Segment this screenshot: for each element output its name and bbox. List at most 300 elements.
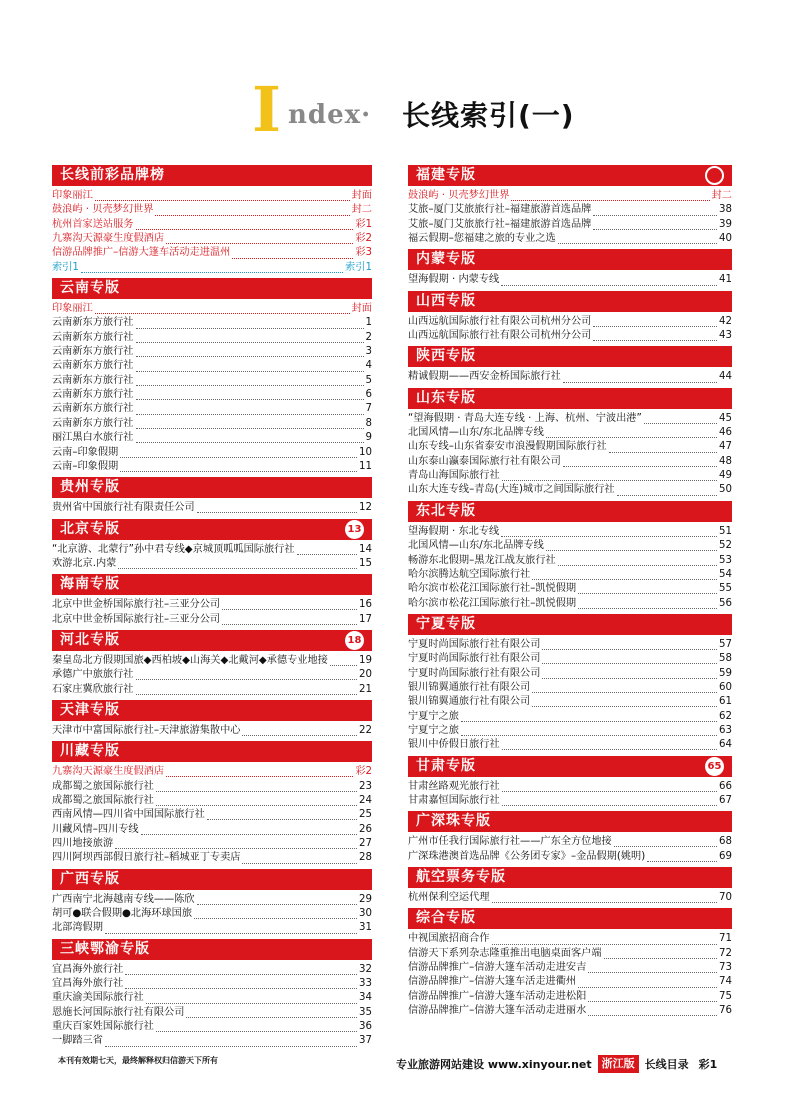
dot-leader — [593, 317, 717, 327]
dot-leader — [542, 669, 717, 679]
dot-leader — [563, 373, 717, 383]
section-header — [52, 741, 372, 762]
entry-page: 40 — [719, 233, 732, 245]
entry-page: 53 — [719, 554, 732, 566]
entry-title: 宁夏时尚国际旅行社有限公司 — [408, 667, 541, 679]
entry-page: 封面 — [351, 190, 372, 201]
section-title: 广深珠专版 — [416, 813, 491, 830]
entry-page: 4 — [365, 360, 372, 372]
entry-page: 彩1 — [355, 218, 372, 230]
dot-leader — [125, 965, 357, 975]
index-entry[interactable] — [52, 302, 372, 316]
index-entry[interactable] — [52, 316, 372, 330]
dot-leader — [105, 924, 357, 934]
section-header — [408, 811, 732, 832]
dot-leader — [136, 362, 364, 372]
dot-leader — [502, 471, 717, 481]
entry-page: 索引1 — [345, 261, 372, 273]
dot-leader — [542, 640, 717, 650]
entry-title: 福云假期–您福建之旅的专业之选 — [408, 233, 556, 245]
dot-leader — [330, 656, 357, 666]
section-title: 宁夏专版 — [416, 615, 476, 632]
index-entry[interactable] — [52, 501, 372, 515]
dot-leader — [242, 726, 357, 736]
title-latin: ndex· — [288, 100, 372, 130]
entry-page: 11 — [359, 460, 372, 472]
entry-page: 46 — [719, 427, 732, 439]
section-header — [52, 574, 372, 595]
entry-title: 云南–印象假期 — [52, 460, 119, 472]
entry-title: 信游品牌推广–信游大篷车活动走进松阳 — [408, 990, 587, 1002]
dot-leader — [492, 935, 718, 945]
entry-title: 哈尔滨市松花江国际旅行社–凯悦假期 — [408, 583, 577, 595]
entry-page: 51 — [719, 525, 732, 537]
entry-title: 九寨沟天源豪生度假酒店 — [52, 233, 165, 245]
index-entry[interactable] — [408, 932, 732, 946]
index-entry[interactable] — [408, 232, 732, 246]
entry-title: 宁夏宁之旅 — [408, 710, 459, 722]
index-entry[interactable] — [408, 975, 732, 989]
entry-title: 山东专线–山东省泰安市浪漫假期国际旅行社 — [408, 441, 607, 453]
index-entry[interactable] — [52, 613, 372, 627]
entry-page: 29 — [359, 893, 372, 905]
index-entry[interactable] — [52, 765, 372, 779]
entry-page: 54 — [719, 568, 732, 580]
page-number: 彩1 — [698, 1058, 718, 1071]
index-entry[interactable] — [52, 388, 372, 402]
section-title: 海南专版 — [60, 576, 120, 593]
index-entry[interactable] — [408, 189, 732, 203]
index-entry[interactable] — [52, 1034, 372, 1048]
index-entry[interactable] — [408, 738, 732, 752]
index-entry[interactable] — [408, 554, 732, 568]
index-title — [252, 73, 652, 146]
dot-leader — [136, 347, 364, 357]
index-entry[interactable] — [408, 947, 732, 961]
entry-page: 64 — [719, 739, 732, 751]
entry-title: 宁夏宁之旅 — [408, 724, 459, 736]
section-page-badge: 65 — [705, 757, 724, 776]
entry-page: 12 — [359, 502, 372, 514]
dot-leader — [136, 220, 354, 230]
index-entry[interactable] — [408, 891, 732, 905]
left-column — [52, 162, 372, 1049]
entry-title: 信游品牌推广–信游大篷车活动走进丽水 — [408, 1005, 587, 1017]
index-entry[interactable] — [408, 469, 732, 483]
index-entry[interactable] — [52, 977, 372, 991]
entry-page: 61 — [719, 696, 732, 708]
entry-title: “望海假期 · 青岛大连专线 · 上海、杭州、宁波出港” — [408, 412, 642, 424]
entry-title: 银川中侨假日旅行社 — [408, 739, 500, 751]
entry-title: 北国风情—山东/东北品牌专线 — [408, 540, 544, 552]
index-entry[interactable] — [52, 598, 372, 612]
entry-page: 59 — [719, 667, 732, 679]
index-entry[interactable] — [52, 246, 372, 260]
index-entry[interactable] — [408, 568, 732, 582]
entry-title: 成都蜀之旅国际旅行社 — [52, 780, 154, 792]
section-title: 天津专版 — [60, 701, 120, 718]
entry-title: 山东大连专线–青岛(大连)城市之间国际旅行社 — [408, 484, 615, 496]
index-entry[interactable] — [52, 963, 372, 977]
section-title: 综合专版 — [416, 910, 476, 927]
entry-page: 3 — [365, 346, 372, 358]
index-entry[interactable] — [52, 331, 372, 345]
dot-leader — [136, 433, 364, 443]
dot-leader — [156, 1022, 357, 1032]
section-header — [408, 501, 732, 522]
entry-title: 杭州首家送站服务 — [52, 218, 134, 230]
section-header — [52, 700, 372, 721]
entry-title: 鼓浪屿 · 贝壳梦幻世界 — [408, 190, 510, 201]
entry-page: 73 — [719, 962, 732, 974]
dot-leader — [492, 893, 718, 903]
index-entry[interactable] — [52, 543, 372, 557]
index-entry[interactable] — [52, 402, 372, 416]
entry-page: 封二 — [351, 204, 372, 216]
entry-page: 2 — [365, 331, 372, 343]
entry-page: 45 — [719, 412, 732, 424]
entry-title: 天津市中富国际旅行社–天津旅游集散中心 — [52, 724, 241, 736]
entry-page: 彩2 — [355, 766, 372, 778]
entry-page: 72 — [719, 947, 732, 959]
entry-page: 48 — [719, 455, 732, 467]
section-title: 贵州专版 — [60, 479, 120, 496]
entry-page: 21 — [359, 683, 372, 695]
entry-page: 17 — [359, 613, 372, 625]
section-title: 北京专版 — [60, 520, 120, 537]
index-entry[interactable] — [52, 668, 372, 682]
entry-page: 15 — [359, 557, 372, 569]
entry-page: 1 — [365, 317, 372, 329]
entry-page: 34 — [359, 992, 372, 1004]
index-entry[interactable] — [52, 359, 372, 373]
section-header — [52, 165, 372, 186]
dot-leader — [156, 782, 357, 792]
dot-leader — [81, 263, 343, 273]
section-title: 东北专版 — [416, 502, 476, 519]
index-entry[interactable] — [52, 557, 372, 571]
index-entry[interactable] — [52, 921, 372, 935]
index-entry[interactable] — [408, 667, 732, 681]
index-entry[interactable] — [52, 374, 372, 388]
entry-title: 山西远航国际旅行社有限公司杭州分公司 — [408, 330, 592, 342]
index-entry[interactable] — [408, 990, 732, 1004]
dot-leader — [609, 443, 717, 453]
dot-leader — [136, 685, 358, 695]
entry-page: 66 — [719, 780, 732, 792]
index-entry[interactable] — [52, 683, 372, 697]
index-entry[interactable] — [52, 189, 372, 203]
index-entry[interactable] — [408, 681, 732, 695]
entry-title: 银川锦翼通旅行社有限公司 — [408, 681, 531, 693]
index-entry[interactable] — [408, 412, 732, 426]
entry-page: 33 — [359, 978, 372, 990]
dot-leader — [136, 376, 364, 386]
dot-leader — [542, 654, 717, 664]
entry-title: 信游品牌推广–信游大篷车活走进衢州 — [408, 976, 577, 988]
section-header — [408, 388, 732, 409]
index-entry[interactable] — [52, 345, 372, 359]
entry-page: 22 — [359, 724, 372, 736]
validity-note: 本刊有效期七天，最终解释权归信游天下所有 — [58, 1056, 218, 1065]
dot-leader — [207, 810, 357, 820]
entry-title: 山西远航国际旅行社有限公司杭州分公司 — [408, 315, 592, 327]
entry-title: 四川阿坝西部假日旅行社–稻城亚丁专卖店 — [52, 852, 241, 864]
section-page-badge: 13 — [345, 520, 364, 539]
section-header — [408, 908, 732, 929]
dot-leader — [136, 319, 364, 329]
entry-page: 71 — [719, 933, 732, 945]
entry-page: 47 — [719, 441, 732, 453]
index-entry[interactable] — [408, 695, 732, 709]
entry-page: 41 — [719, 274, 732, 286]
dot-leader — [136, 405, 364, 415]
entry-page: 63 — [719, 724, 732, 736]
index-entry[interactable] — [52, 232, 372, 246]
index-entry[interactable] — [408, 426, 732, 440]
index-entry[interactable] — [52, 460, 372, 474]
section-header — [52, 869, 372, 890]
index-entry[interactable] — [52, 1006, 372, 1020]
dot-leader — [156, 796, 357, 806]
index-entry[interactable] — [408, 710, 732, 724]
entry-title: 承德广中旅旅行社 — [52, 669, 134, 681]
index-entry[interactable] — [52, 893, 372, 907]
section-title: 福建专版 — [416, 167, 476, 183]
index-entry[interactable] — [408, 597, 732, 611]
entry-title: 信游品牌推广–信游大篷车活动走进温州 — [52, 247, 231, 259]
index-entry[interactable] — [408, 273, 732, 287]
entry-title: 哈尔滨腾达航空国际旅行社 — [408, 568, 531, 580]
dot-leader — [588, 992, 717, 1002]
dot-leader — [461, 726, 717, 736]
dot-leader — [95, 304, 350, 314]
entry-page: 19 — [359, 654, 372, 666]
index-entry[interactable] — [408, 835, 732, 849]
index-entry[interactable] — [408, 724, 732, 738]
entry-title: 贵州省中国旅行社有限责任公司 — [52, 502, 195, 514]
entry-title: 艾旅–厦门艾旅旅行社–福建旅游首选品牌 — [408, 218, 592, 230]
dot-leader — [136, 670, 358, 680]
entry-page: 24 — [359, 794, 372, 806]
entry-page: 25 — [359, 809, 372, 821]
index-entry[interactable] — [408, 794, 732, 808]
entry-title: 杭州保利空运代理 — [408, 892, 490, 903]
dot-leader — [136, 333, 364, 343]
entry-page: 75 — [719, 990, 732, 1002]
entry-title: 哈尔滨市松花江国际旅行社–凯悦假期 — [408, 597, 577, 609]
section-header — [408, 291, 732, 312]
dot-leader — [461, 712, 717, 722]
entry-title: 北部湾假期 — [52, 922, 103, 934]
dot-leader — [558, 234, 717, 244]
entry-title: 成都蜀之旅国际旅行社 — [52, 794, 154, 806]
index-entry[interactable] — [408, 961, 732, 975]
index-entry[interactable] — [408, 483, 732, 497]
index-entry[interactable] — [52, 261, 372, 275]
entry-page: 8 — [365, 417, 372, 429]
dot-leader — [95, 191, 350, 201]
dot-leader — [166, 767, 353, 777]
section-header — [52, 939, 372, 960]
index-entry[interactable] — [52, 417, 372, 431]
section-header — [52, 519, 372, 540]
index-entry[interactable] — [52, 431, 372, 445]
entry-title: 九寨沟天源豪生度假酒店 — [52, 766, 165, 778]
dot-leader — [546, 541, 717, 551]
entry-page: 32 — [359, 963, 372, 975]
index-entry[interactable] — [408, 329, 732, 343]
section-header — [52, 477, 372, 498]
index-entry[interactable] — [408, 1004, 732, 1018]
dot-leader — [120, 462, 357, 472]
index-entry[interactable] — [52, 851, 372, 865]
entry-title: 广州市任我行国际旅行社——广东全方位地接 — [408, 836, 612, 848]
entry-title: 欢游北京.内蒙 — [52, 557, 117, 569]
entry-page: 5 — [365, 374, 372, 386]
section-title: 陕西专版 — [416, 348, 476, 365]
index-entry[interactable] — [408, 370, 732, 384]
entry-page: 68 — [719, 836, 732, 848]
entry-page: 49 — [719, 470, 732, 482]
index-entry[interactable] — [408, 525, 732, 539]
dot-leader — [644, 414, 717, 424]
footer-category: 长线目录 — [644, 1058, 689, 1071]
index-entry[interactable] — [52, 823, 372, 837]
province-badge: 浙江版 — [598, 1055, 639, 1073]
index-entry[interactable] — [52, 991, 372, 1005]
entry-title: 望海假期 · 东北专线 — [408, 525, 500, 537]
dot-leader — [502, 782, 717, 792]
section-title: 山东专版 — [416, 389, 476, 406]
entry-title: 宜昌海外旅行社 — [52, 978, 124, 990]
dot-leader — [532, 697, 717, 707]
entry-title: 信游天下系列杂志隆重推出电脑桌面客户端 — [408, 947, 602, 959]
index-entry[interactable] — [52, 218, 372, 232]
website-link[interactable]: 专业旅游网站建设 www.xinyour.net — [396, 1058, 592, 1071]
entry-title: 鼓浪屿 · 贝壳梦幻世界 — [52, 204, 154, 216]
entry-title: 石家庄冀欣旅行社 — [52, 683, 134, 695]
section-title: 山西专版 — [416, 292, 476, 309]
dot-leader — [118, 559, 357, 569]
entry-page: 20 — [359, 669, 372, 681]
entry-title: 精诚假期——西安金桥国际旅行社 — [408, 371, 561, 383]
index-entry[interactable] — [52, 780, 372, 794]
index-entry[interactable] — [52, 1020, 372, 1034]
entry-title: 恩施长河国际旅行社有限公司 — [52, 1006, 185, 1018]
dot-leader — [222, 600, 357, 610]
entry-title: 望海假期 · 内蒙专线 — [408, 274, 500, 286]
entry-title: 云南新东方旅行社 — [52, 417, 134, 429]
dot-leader — [120, 448, 357, 458]
entry-title: 四川地接旅游 — [52, 838, 114, 849]
index-entry[interactable] — [52, 654, 372, 668]
entry-page: 35 — [359, 1006, 372, 1018]
dot-leader — [232, 249, 353, 259]
section-title: 航空票务专版 — [416, 869, 506, 885]
section-header — [52, 278, 372, 299]
index-entry[interactable] — [408, 455, 732, 469]
entry-title: 云南新东方旅行社 — [52, 389, 134, 401]
dot-leader — [141, 825, 357, 835]
dot-leader — [146, 994, 357, 1004]
dot-leader — [197, 503, 357, 513]
index-entry[interactable] — [408, 780, 732, 794]
index-entry[interactable] — [408, 203, 732, 217]
entry-title: 云南–印象假期 — [52, 446, 119, 458]
entry-title: 云南新东方旅行社 — [52, 360, 134, 372]
index-entry[interactable] — [52, 907, 372, 921]
entry-page: 23 — [359, 780, 372, 792]
entry-page: 42 — [719, 315, 732, 327]
index-entry[interactable] — [408, 315, 732, 329]
entry-page: 28 — [359, 852, 372, 864]
entry-page: 52 — [719, 540, 732, 552]
entry-title: 印象丽江 — [52, 303, 93, 315]
index-entry[interactable] — [52, 837, 372, 851]
section-header — [408, 346, 732, 367]
entry-page: 7 — [365, 403, 372, 415]
dot-leader — [502, 796, 717, 806]
entry-page: 60 — [719, 681, 732, 693]
dot-leader — [136, 419, 364, 429]
section-title: 广西专版 — [60, 870, 120, 887]
index-entry[interactable] — [408, 539, 732, 553]
dot-leader — [563, 457, 717, 467]
index-entry[interactable] — [408, 582, 732, 596]
index-entry[interactable] — [408, 218, 732, 232]
index-entry[interactable] — [408, 850, 732, 864]
index-entry[interactable] — [52, 203, 372, 217]
dot-leader — [125, 979, 357, 989]
section-page-badge: 18 — [345, 631, 364, 650]
index-entry[interactable] — [52, 724, 372, 738]
entry-title: 畅游东北假期–黑龙江战友旅行社 — [408, 554, 556, 566]
section-title: 甘肃专版 — [416, 757, 476, 774]
entry-title: 秦皇岛北方假期国旅◆西柏坡◆山海关◆北戴河◆承德专业地接 — [52, 654, 328, 666]
section-title: 长线前彩品牌榜 — [60, 167, 165, 183]
section-header — [408, 165, 732, 186]
index-entry[interactable] — [408, 638, 732, 652]
index-entry[interactable] — [408, 440, 732, 454]
index-entry[interactable] — [52, 808, 372, 822]
entry-page: 9 — [365, 432, 372, 444]
dot-leader — [194, 909, 357, 919]
entry-page: 43 — [719, 330, 732, 342]
index-entry[interactable] — [408, 652, 732, 666]
entry-page: 封面 — [351, 303, 372, 315]
entry-title: 云南新东方旅行社 — [52, 346, 134, 358]
dot-leader — [578, 978, 717, 988]
section-header — [408, 756, 732, 777]
title-big-letter: I — [252, 73, 282, 146]
entry-page: 39 — [719, 218, 732, 230]
entry-title: 北京中世金桥国际旅行社–三亚分公司 — [52, 599, 221, 611]
dot-leader — [593, 206, 717, 216]
entry-title: 广西南宁北海越南专线——陈欣 — [52, 893, 195, 905]
index-entry[interactable] — [52, 446, 372, 460]
entry-title: 山东泰山瀛泰国际旅行社有限公司 — [408, 455, 561, 467]
index-entry[interactable] — [52, 794, 372, 808]
entry-page: 57 — [719, 638, 732, 650]
entry-title: 索引1 — [52, 261, 79, 273]
entry-page: 6 — [365, 389, 372, 401]
dot-leader — [647, 852, 717, 862]
entry-page: 58 — [719, 653, 732, 665]
dot-leader — [588, 1006, 717, 1016]
dot-leader — [578, 599, 717, 609]
entry-title: 云南新东方旅行社 — [52, 317, 134, 329]
